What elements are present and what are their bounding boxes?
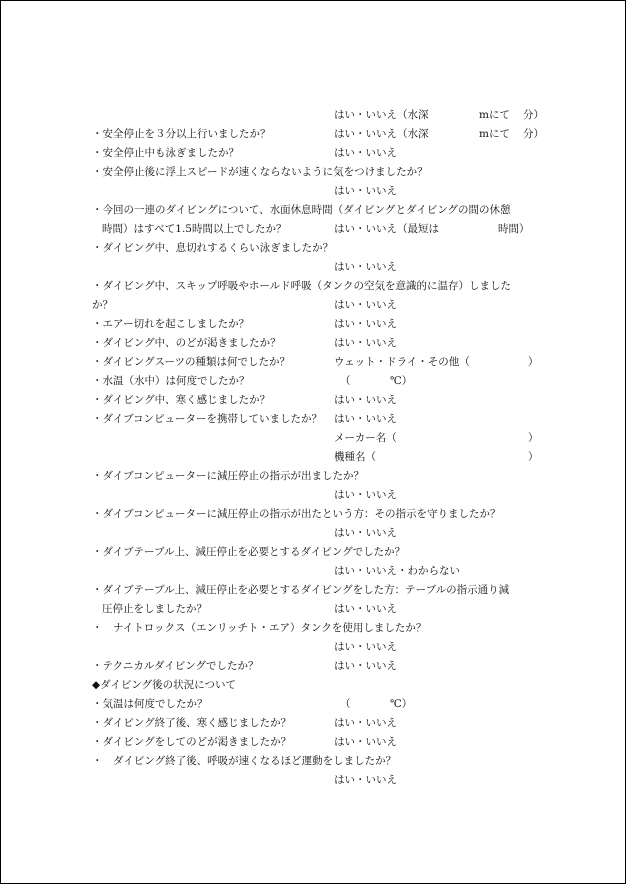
question-surface-interval-line1: ・今回の一連のダイビングについて、水面休息時間（ダイビングとダイビングの間の休憩 bbox=[92, 204, 511, 216]
answer-deco-followed: はい・いいえ bbox=[334, 527, 397, 539]
question-breathless: ・ダイビング中、息切れするくらい泳ぎましたか？ bbox=[92, 242, 334, 254]
answer-cold-after: はい・いいえ bbox=[334, 717, 397, 729]
question-swim-during-stop: ・安全停止中も泳ぎましたか？ bbox=[92, 147, 239, 159]
answer-0: はい・いいえ（水深 mにて 分） bbox=[334, 109, 544, 121]
answer-dive-computer: はい・いいえ bbox=[334, 413, 397, 425]
answer-table-deco-followed: はい・いいえ bbox=[334, 603, 397, 615]
answer-nitrox: はい・いいえ bbox=[334, 641, 397, 653]
answer-technical-diving: はい・いいえ bbox=[334, 660, 397, 672]
answer-water-temp: （ ℃） bbox=[340, 375, 413, 387]
answer-swim-during-stop: はい・いいえ bbox=[334, 147, 397, 159]
question-thirst-after: ・ダイビングをしてのどが渇きましたか？ bbox=[92, 736, 292, 748]
answer-model-name: 機種名（ ） bbox=[334, 451, 539, 463]
answer-cold-during: はい・いいえ bbox=[334, 394, 397, 406]
question-table-deco-followed-line1: ・ダイブテーブル上、減圧停止を必要とするダイビングをした方：テーブルの指示通り減 bbox=[92, 584, 510, 596]
question-dive-computer: ・ダイブコンピューターを携帯していましたか？ bbox=[92, 413, 322, 425]
question-skip-breathing-line2: か？ bbox=[92, 299, 113, 311]
answer-maker-name: メーカー名（ ） bbox=[334, 432, 539, 444]
question-table-deco-followed-line2: 圧停止をしましたか？ bbox=[102, 603, 207, 615]
answer-safety-stop: はい・いいえ（水深 mにて 分） bbox=[334, 128, 544, 140]
question-exercise-after: ・ ダイビング終了後、呼吸が速くなるほど運動をしましたか？ bbox=[92, 755, 397, 767]
question-deco-followed: ・ダイブコンピューターに減圧停止の指示が出たという方：その指示を守りましたか？ bbox=[92, 508, 501, 520]
question-table-deco: ・ダイブテーブル上、減圧停止を必要とするダイビングでしたか？ bbox=[92, 546, 406, 558]
answer-skip-breathing: はい・いいえ bbox=[334, 299, 397, 311]
question-surface-interval-line2: 時間）はすべて1.5時間以上でしたか？ bbox=[102, 223, 287, 235]
question-safety-stop: ・安全停止を３分以上行いましたか？ bbox=[92, 128, 271, 140]
answer-exercise-after: はい・いいえ bbox=[334, 774, 397, 786]
question-cold-during: ・ダイビング中、寒く感じましたか？ bbox=[92, 394, 271, 406]
answer-breathless: はい・いいえ bbox=[334, 261, 397, 273]
answer-deco-instruction: はい・いいえ bbox=[334, 489, 397, 501]
question-out-of-air: ・エアー切れを起こしましたか？ bbox=[92, 318, 250, 330]
answer-ascent-speed: はい・いいえ bbox=[334, 185, 397, 197]
question-water-temp: ・水温（水中）は何度でしたか？ bbox=[92, 375, 250, 387]
question-ascent-speed: ・安全停止後に浮上スピードが速くならないように気をつけましたか？ bbox=[92, 166, 428, 178]
answer-table-deco: はい・いいえ・わからない bbox=[334, 565, 460, 577]
question-technical-diving: ・テクニカルダイビングでしたか？ bbox=[92, 660, 259, 672]
answer-air-temp: （ ℃） bbox=[340, 698, 413, 710]
answer-suit-type: ウェット・ドライ・その他（ ） bbox=[334, 356, 539, 368]
question-cold-after: ・ダイビング終了後、寒く感じましたか？ bbox=[92, 717, 292, 729]
question-suit-type: ・ダイビングスーツの種類は何でしたか？ bbox=[92, 356, 291, 368]
section-heading-after-dive: ◆ダイビング後の状況について bbox=[92, 679, 236, 691]
question-nitrox: ・ ナイトロックス（エンリッチト・エア）タンクを使用しましたか？ bbox=[92, 622, 427, 634]
answer-surface-interval: はい・いいえ（最短は 時間） bbox=[334, 223, 530, 235]
answer-out-of-air: はい・いいえ bbox=[334, 318, 397, 330]
question-thirst-during: ・ダイビング中、のどが渇きましたか？ bbox=[92, 337, 281, 349]
question-air-temp: ・気温は何度でしたか？ bbox=[92, 698, 208, 710]
question-skip-breathing-line1: ・ダイビング中、スキップ呼吸やホールド呼吸（タンクの空気を意識的に温存）しました bbox=[92, 280, 511, 292]
answer-thirst-during: はい・いいえ bbox=[334, 337, 397, 349]
answer-thirst-after: はい・いいえ bbox=[334, 736, 397, 748]
question-deco-instruction: ・ダイブコンピューターに減圧停止の指示が出ましたか？ bbox=[92, 470, 364, 482]
